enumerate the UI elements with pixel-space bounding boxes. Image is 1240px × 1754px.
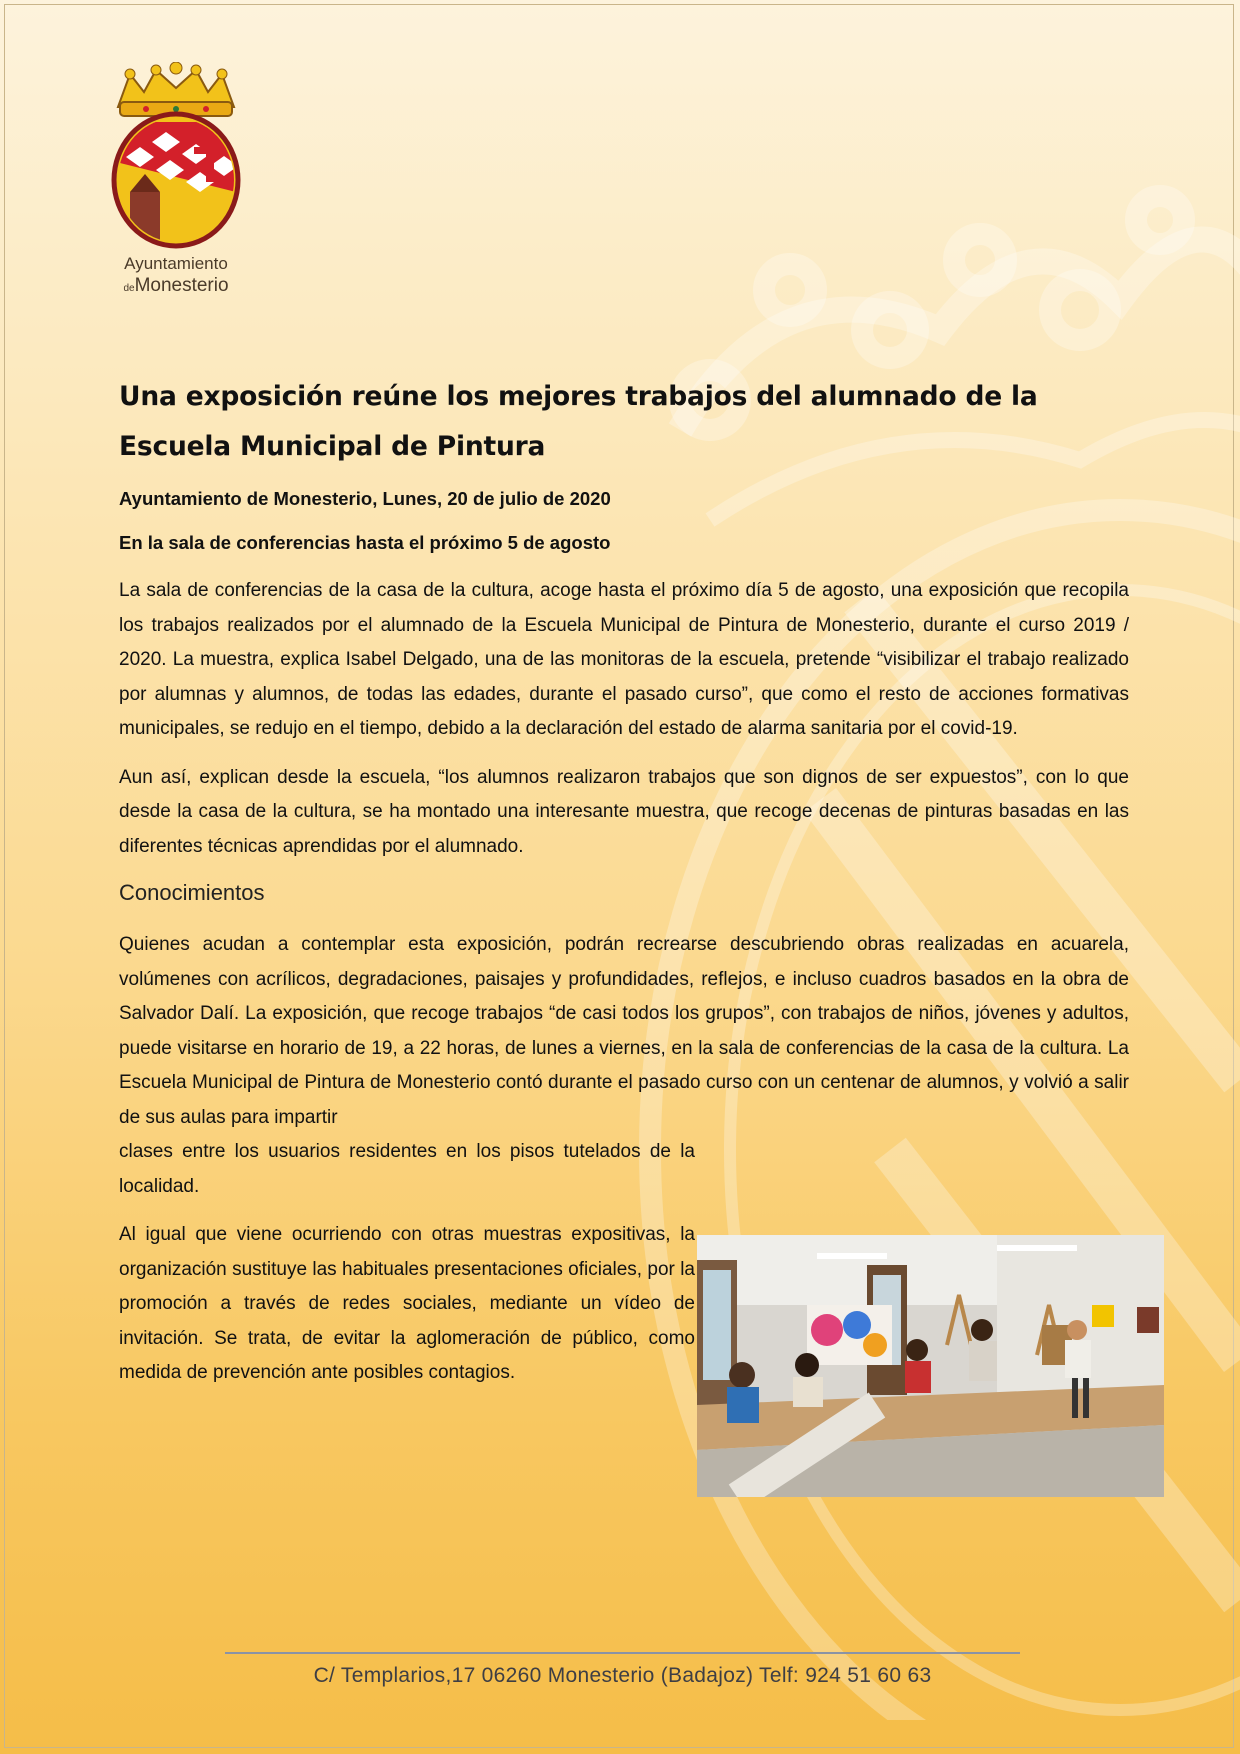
paragraph-3-end: clases entre los usuarios residentes en los pisos tutelados de la localidad.: [119, 1141, 695, 1197]
paragraph-4: Al igual que viene ocurriendo con otras muestras expositivas, la organización sustituye las habituales presentaciones oficiales, por la promoción a través de redes sociales, mediante un vídeo de invitación. Se trata, de evitar la aglomeración de público, como medida de prevención ante posibles contagios.: [119, 1224, 695, 1383]
municipal-logo: [106, 62, 246, 296]
footer-address: C/ Templarios,17 06260 Monesterio (Badajoz) Telf: 924 51 60 63: [313, 1664, 932, 1687]
paragraph-2: Aun así, explican desde la escuela, “los alumnos realizaron trabajos que son dignos de ser expuestos”, con lo que desde la casa de la cultura, se ha montado una interesante muestra, que recoge decenas de pinturas basadas en las diferentes técnicas aprendidas por el alumnado.: [119, 766, 1129, 857]
article-byline: Ayuntamiento de Monesterio, Lunes, 20 de julio de 2020: [119, 488, 611, 509]
logo-line-2: [106, 275, 246, 297]
classroom-photo: [697, 1235, 1164, 1497]
paragraph-3: Quienes acudan a contemplar esta exposición, podrán recrearse descubriendo obras realizadas en acuarela, volúmenes con acrílicos, degradaciones, paisajes y profundidades, reflejos, e incluso cuadros basados en la obra de Salvador Dalí. La exposición, que recoge trabajos “de casi todos los grupos”, con trabajos de niños, jóvenes y adultos, puede visitarse en horario de 19, a 22 horas, de lunes a viernes, en la sala de conferencias de la casa de la cultura. La Escuela Municipal de Pintura de Monesterio contó durante el pasado curso con un centenar de alumnos, y volvió a salir de sus aulas para impartir: [119, 934, 1129, 1128]
logo-line-1: Ayuntamiento: [124, 254, 228, 273]
section-heading: Conocimientos: [119, 880, 265, 905]
article-title: Una exposición reúne los mejores trabajos del alumnado de la Escuela Municipal de Pintura: [119, 381, 1038, 462]
footer-divider: [225, 1652, 1020, 1654]
logo-line-2-prefix: de: [123, 283, 135, 294]
coat-of-arms-icon: [106, 62, 246, 252]
paragraph-1: La sala de conferencias de la casa de la cultura, acoge hasta el próximo día 5 de agosto, una exposición que recopila los trabajos realizados por el alumnado de la Escuela Municipal de Pintura de Monesterio, durante el curso 2019 / 2020. La muestra, explica Isabel Delgado, una de las monitoras de la escuela, pretende “visibilizar el trabajo realizado por alumnas y alumnos, de todas las edades, durante el pasado curso”, que como el resto de acciones formativas municipales, se redujo en el tiempo, debido a la declaración del estado de alarma sanitaria por el covid-19.: [119, 580, 1129, 739]
article-subtitle: En la sala de conferencias hasta el próximo 5 de agosto: [119, 532, 611, 553]
painting-class-image-icon: [697, 1235, 1164, 1497]
logo-line-2-text: Monesterio: [134, 275, 229, 296]
